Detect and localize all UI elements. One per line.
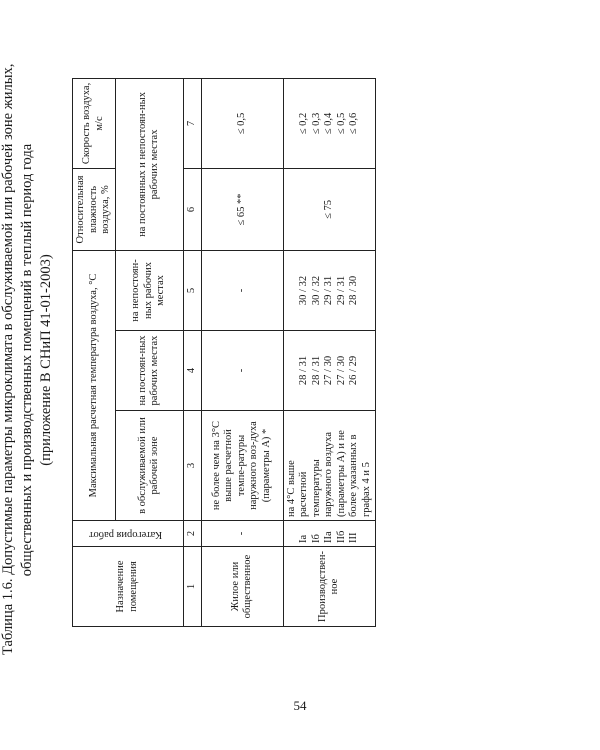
temp-value: 29 / 31 <box>323 275 334 306</box>
cell-temp-nonpermanent-residential: - <box>201 250 283 330</box>
column-number: 5 <box>183 250 201 330</box>
header-temp-nonpermanent: на непостоян-ных рабочих местах <box>115 250 183 330</box>
temp-value: 27 / 30 <box>335 355 347 386</box>
speed-value: ≤ 0,3 <box>310 112 322 135</box>
header-category <box>73 521 184 547</box>
cell-humidity-residential: ≤ 65 ** <box>201 168 283 250</box>
page-number: 54 <box>293 698 307 713</box>
column-number-row <box>183 78 201 626</box>
cell-category-industrial <box>283 521 376 547</box>
cell-humidity-industrial: ≤ 75 <box>283 168 376 250</box>
header-humidity: Относительная влажность воздуха, % <box>73 168 116 250</box>
cell-temp-permanent-residential: - <box>201 331 283 411</box>
table-row-residential <box>201 78 283 626</box>
column-number: 6 <box>183 168 201 250</box>
temp-value: 29 / 31 <box>335 275 347 306</box>
header-category-label: Категория работ <box>88 528 163 540</box>
header-row-1 <box>73 78 116 626</box>
speed-value: ≤ 0,6 <box>348 112 359 135</box>
cell-purpose-residential: Жилое или общественное <box>201 547 283 627</box>
speed-value: ≤ 0,2 <box>298 112 309 135</box>
header-max-temp: Максимальная расчетная температура воздуха, °С <box>73 250 116 520</box>
temp-value: 28 / 31 <box>298 355 309 386</box>
temp-value: 30 / 32 <box>310 275 322 306</box>
cell-temp-nonpermanent-industrial <box>283 250 376 330</box>
category-value: IIа <box>323 531 334 543</box>
column-number: 1 <box>183 547 201 627</box>
category-value: III <box>348 532 359 543</box>
header-temp-permanent: на постоян-ных рабочих местах <box>115 331 183 411</box>
speed-value: ≤ 0,5 <box>335 112 347 135</box>
header-temp-zone: в обслуживаемой или рабочей зоне <box>115 411 183 521</box>
category-value: IIб <box>335 530 347 543</box>
cell-purpose-industrial: Производствен-ное <box>283 547 376 627</box>
cell-air-speed-industrial <box>283 78 376 168</box>
temp-value: 30 / 32 <box>298 275 309 306</box>
category-value: Iб <box>310 534 322 543</box>
temp-value: 28 / 31 <box>310 355 322 386</box>
caption-line-2: общественных и производственных помещений в теплый период года <box>19 143 35 577</box>
cell-temp-zone-residential: не более чем на 3°С выше расчетной темпе-ратуры наружного воз-духа (параметры А) * <box>201 411 283 521</box>
caption-line-3: (приложение В СНиП 41-01-2003) <box>38 254 54 466</box>
column-number: 2 <box>183 521 201 547</box>
speed-value: ≤ 0,4 <box>323 112 334 135</box>
temp-value: 28 / 30 <box>348 275 359 306</box>
header-purpose: Назначение помещения <box>73 547 184 627</box>
table-caption <box>0 65 56 655</box>
microclimate-table <box>72 78 376 627</box>
header-air-speed: Скорость воздуха, м/с <box>73 78 116 168</box>
rotated-page-content <box>0 63 372 655</box>
category-value: Iа <box>298 534 309 543</box>
temp-value: 26 / 29 <box>348 355 359 386</box>
cell-air-speed-residential: ≤ 0,5 <box>201 78 283 168</box>
column-number: 4 <box>183 331 201 411</box>
cell-temp-zone-industrial: на 4°С выше расчетной температуры наружного воздуха (параметры А) и не более указанных в графах 4 и 5 <box>283 411 376 521</box>
header-perm-nonperm: на постоянных и непостоян-ных рабочих местах <box>115 78 183 250</box>
column-number: 3 <box>183 411 201 521</box>
cell-category-residential: - <box>201 521 283 547</box>
column-number: 7 <box>183 78 201 168</box>
caption-line-1: Таблица 1.6. Допустимые параметры микроклимата в обслуживаемой или рабочей зоне жилых, <box>0 63 16 655</box>
table-row-industrial <box>283 78 376 626</box>
cell-temp-permanent-industrial <box>283 331 376 411</box>
temp-value: 27 / 30 <box>323 355 334 386</box>
